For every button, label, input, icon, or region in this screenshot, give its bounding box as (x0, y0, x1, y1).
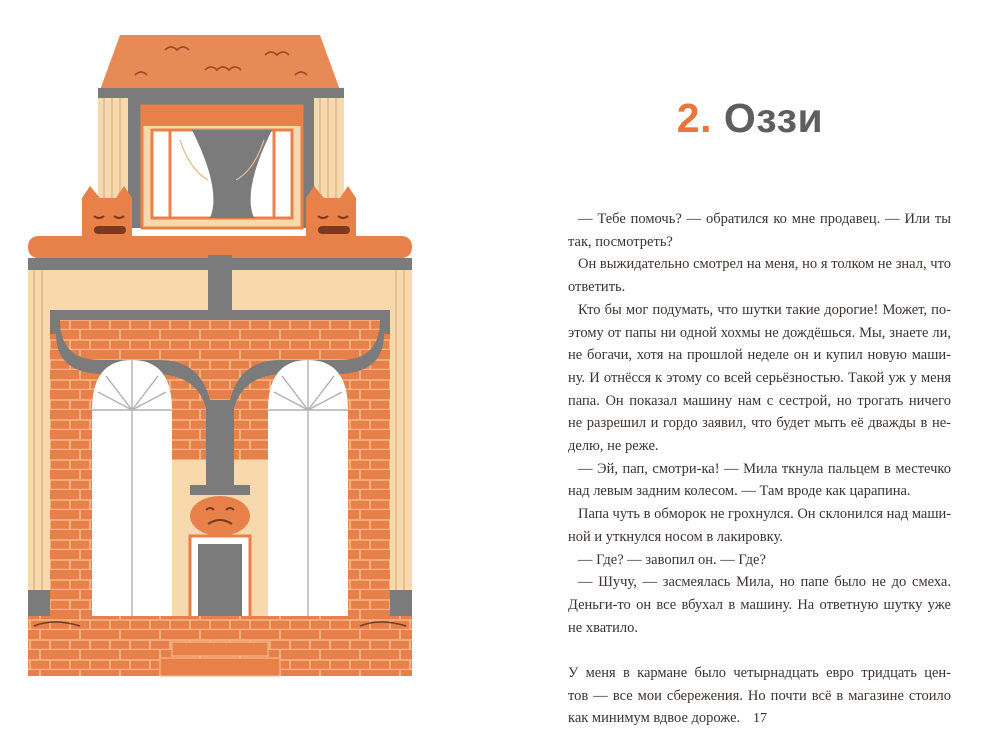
text-line: Он выжидательно смотрел на меня, но я толком не знал, что (578, 256, 951, 273)
text-line: — Шучу, — засмеялась Мила, но папе было не до смеха. (578, 574, 951, 591)
text-line: не хватило. (568, 619, 638, 636)
roof (98, 35, 344, 98)
text-line: не разрешил и гордо заявил, что будет мыть её дважды в не- (568, 415, 951, 432)
text-line: Кто бы мог подумать, что шутки такие дорогие! Может, по- (578, 301, 951, 318)
text-line: ной и уткнулся носом в лакировку. (568, 528, 783, 545)
right-window (268, 360, 348, 620)
text-line: как минимум вдвое дороже. (568, 710, 741, 727)
text-line: не богачи, хотя на прошлой неделе он и купил новую маши- (568, 347, 951, 364)
page-number: 17 (753, 711, 767, 726)
text-line: делю, не реже. (568, 438, 659, 455)
paragraph-gap (568, 639, 951, 662)
text-line: папа. Он показал машину нам с сестрой, но трогать ничего (568, 392, 951, 409)
chapter-number: 2. (676, 95, 712, 141)
left-window (92, 360, 172, 620)
text-line: ответить. (568, 279, 626, 296)
text-line: ну. И отнёсся к этому со всей серьёзностью. Такой уж у меня (568, 369, 951, 386)
chapter-title (540, 95, 960, 142)
text-line: Папа чуть в обморок не грохнулся. Он склонился над маши- (578, 506, 952, 523)
text-line: Деньги-то он все вбухал в машину. На ответную шутку уже (568, 596, 951, 613)
text-line: — Где? — завопил он. — Где? (578, 551, 766, 568)
text-line: — Тебе помочь? — обратился ко мне продавец. — Или ты (578, 211, 951, 227)
shop-facade-illustration (20, 30, 420, 690)
chapter-body-text (568, 208, 951, 730)
text-line: тов — все мои сбережения. Но почти всё в магазине стоило (568, 687, 951, 704)
chapter-name: Оззи (723, 95, 824, 141)
text-line: этому от папы ни одной хохмы не дождёшься. Мы, знаете ли, (568, 324, 951, 341)
text-line: так, посмотреть? (568, 233, 673, 250)
text-line: — Эй, пап, смотри-ка! — Мила ткнула пальцем в местечко (578, 460, 951, 477)
text-line: над левым задним колесом. — Там вроде как царапина. (568, 483, 911, 500)
text-line: У меня в кармане было четырнадцать евро тридцать цен- (568, 665, 951, 682)
